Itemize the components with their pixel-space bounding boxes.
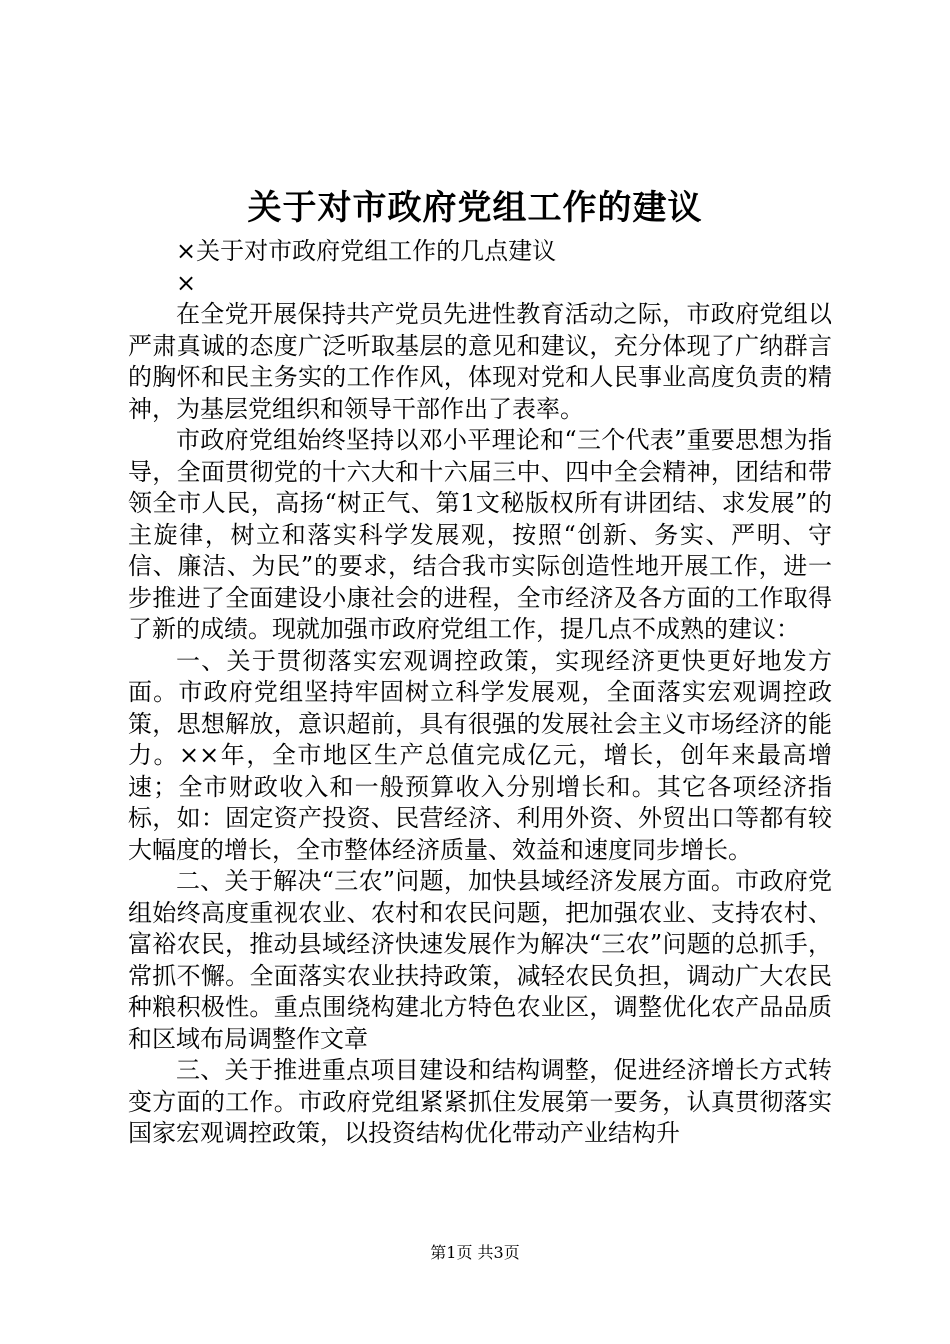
placeholder-line: ×: [176, 268, 197, 297]
paragraph-section-3: 三、关于推进重点项目建设和结构调整，促进经济增长方式转变方面的工作。市政府党组紧紧抓住发展第一要务，认真贯彻落实国家宏观调控政策，以投资结构优化带动产业结构升: [128, 1056, 832, 1147]
paragraph-intro: 在全党开展保持共产党员先进性教育活动之际，市政府党组以严肃真诚的态度广泛听取基层的意见和建议，充分体现了广纳群言的胸怀和民主务实的工作作风，体现对党和人民事业高度负责的精神，为基层党组织和领导干部作出了表率。: [128, 300, 832, 423]
paragraph-section-2: 二、关于解决“三农”问题，加快县域经济发展方面。市政府党组始终高度重视农业、农村和农民问题，把加强农业、支持农村、富裕农民，推动县域经济快速发展作为解决“三农”问题的总抓手，常抓不懈。全面落实农业扶持政策，减轻农民负担，调动广大农民种粮积极性。重点围绕构建北方特色农业区，调整优化农产品品质和区域布局调整作文章: [128, 867, 832, 1053]
document-title: 关于对市政府党组工作的建议: [247, 188, 703, 228]
subtitle-line: ×关于对市政府党组工作的几点建议: [176, 237, 557, 265]
paragraph-guidance: 市政府党组始终坚持以邓小平理论和“三个代表”重要思想为指导，全面贯彻党的十六大和十六届三中、四中全会精神，团结和带领全市人民，高扬“树正气、第1文秘版权所有讲团结、求发展”的主旋律，树立和落实科学发展观，按照“创新、务实、严明、守信、廉洁、为民”的要求，结合我市实际创造性地开展工作，进一步推进了全面建设小康社会的进程，全市经济及各方面的工作取得了新的成绩。现就加强市政府党组工作，提几点不成熟的建议：: [128, 426, 832, 643]
page-number-footer: 第1页 共3页: [430, 1243, 520, 1262]
paragraph-section-1: 一、关于贯彻落实宏观调控政策，实现经济更快更好地发方面。市政府党组坚持牢固树立科学发展观，全面落实宏观调控政策，思想解放，意识超前，具有很强的发展社会主义市场经济的能力。××年，全市地区生产总值完成亿元，增长，创年来最高增速；全市财政收入和一般预算收入分别增长和。其它各项经济指标，如：固定资产投资、民营经济、利用外资、外贸出口等都有较大幅度的增长，全市整体经济质量、效益和速度同步增长。: [128, 646, 832, 864]
document-body: [128, 236, 832, 1150]
